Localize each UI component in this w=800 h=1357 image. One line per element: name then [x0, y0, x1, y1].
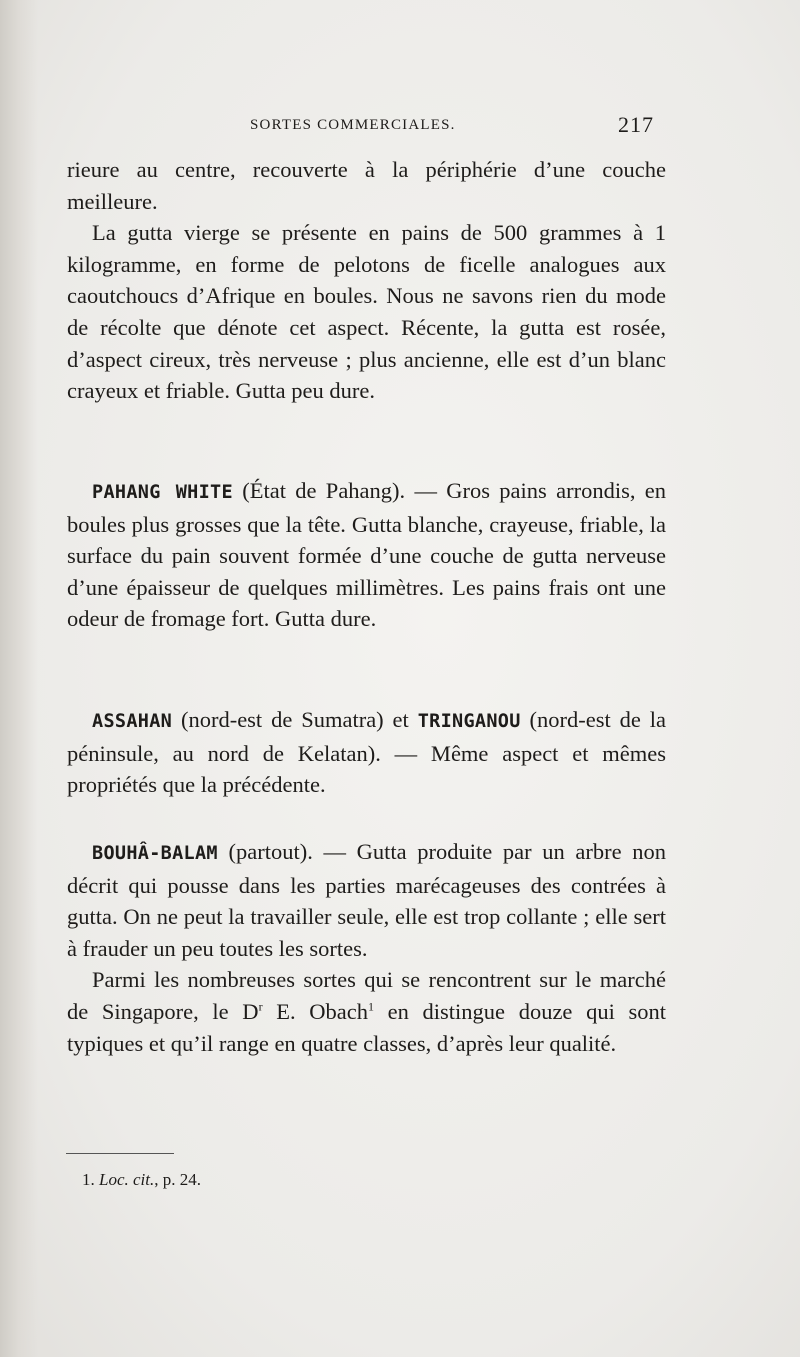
- entry-pahang-white: [67, 475, 666, 635]
- paragraph-bouha-balam: [67, 836, 666, 964]
- footnote-1: [82, 1170, 201, 1190]
- term-assahan: ASSAHAN: [92, 711, 173, 732]
- footnote-number: 1.: [82, 1170, 99, 1189]
- paragraph-singapore-market: [67, 964, 666, 1059]
- paragraph-6-text-2: E. Obach: [262, 998, 368, 1024]
- entry-bouha-balam: [67, 836, 666, 1059]
- term-bouha-balam: BOUHÂ-BALAM: [92, 843, 218, 864]
- superscript-doctor: r: [258, 999, 263, 1014]
- running-head: SORTES COMMERCIALES.: [250, 117, 456, 133]
- term-pahang-white: PAHANG WHITE: [92, 482, 233, 503]
- paragraph-gutta-vierge: [67, 217, 666, 407]
- paragraph-continuation: [67, 154, 666, 217]
- paragraph-pahang-white: [67, 475, 666, 635]
- footnote-divider: [66, 1153, 174, 1154]
- term-tringanou: TRINGANOU: [417, 711, 521, 732]
- paragraph-4-text-2: (nord-est de la péninsule, au nord de Kelatan). — Même aspect et mêmes propriétés que la précédente.: [67, 707, 666, 798]
- paragraph-4-text-1: (nord-est de Sumatra) et: [172, 707, 418, 732]
- page-number: 217: [618, 112, 654, 137]
- entry-assahan-tringanou: [67, 704, 666, 801]
- footnote-page: , p. 24.: [154, 1170, 201, 1189]
- paragraph-assahan-tringanou: [67, 704, 666, 801]
- paragraph-3-text: (État de Pahang). — Gros pains arrondis, en boules plus grosses que la tête. Gutta blanche, crayeuse, friable, la surface du pain souvent formée d’une couche de gutta nerveuse d’une épaisseur de quelques millimètres. Les pains frais ont une odeur de fromage fort. Gutta dure.: [67, 478, 666, 632]
- paragraph-1-text: rieure au centre, recouverte à la périphérie d’une couche meilleure.: [67, 157, 666, 214]
- paragraph-6-text-1: Parmi les nombreuses sortes qui se rencontrent sur le marché de Singapore, le D: [67, 967, 666, 1024]
- paragraph-5-text: (partout). — Gutta produite par un arbre non décrit qui pousse dans les parties marécageuses des contrées à gutta. On ne peut la travailler seule, elle est trop collante ; elle sert à frauder un peu toutes les sortes.: [67, 839, 666, 961]
- footnote-reference-1: 1: [367, 999, 374, 1014]
- spine-shadow: [0, 0, 38, 1357]
- footnote-source: Loc. cit.: [99, 1170, 155, 1189]
- paragraph-2-text: La gutta vierge se présente en pains de 500 grammes à 1 kilogramme, en forme de pelotons de ficelle analogues aux caoutchoucs d’Afrique en boules. Nous ne savons rien du mode de récolte que dénote cet aspect. Récente, la gutta est rosée, d’aspect cireux, très nerveuse ; plus ancienne, elle est d’un blanc crayeux et friable. Gutta peu dure.: [67, 220, 666, 404]
- paragraph-6-text-3: en distingue douze qui sont typiques et qu’il range en quatre classes, d’après leur qualité.: [67, 998, 666, 1056]
- body-text-top: [67, 154, 666, 407]
